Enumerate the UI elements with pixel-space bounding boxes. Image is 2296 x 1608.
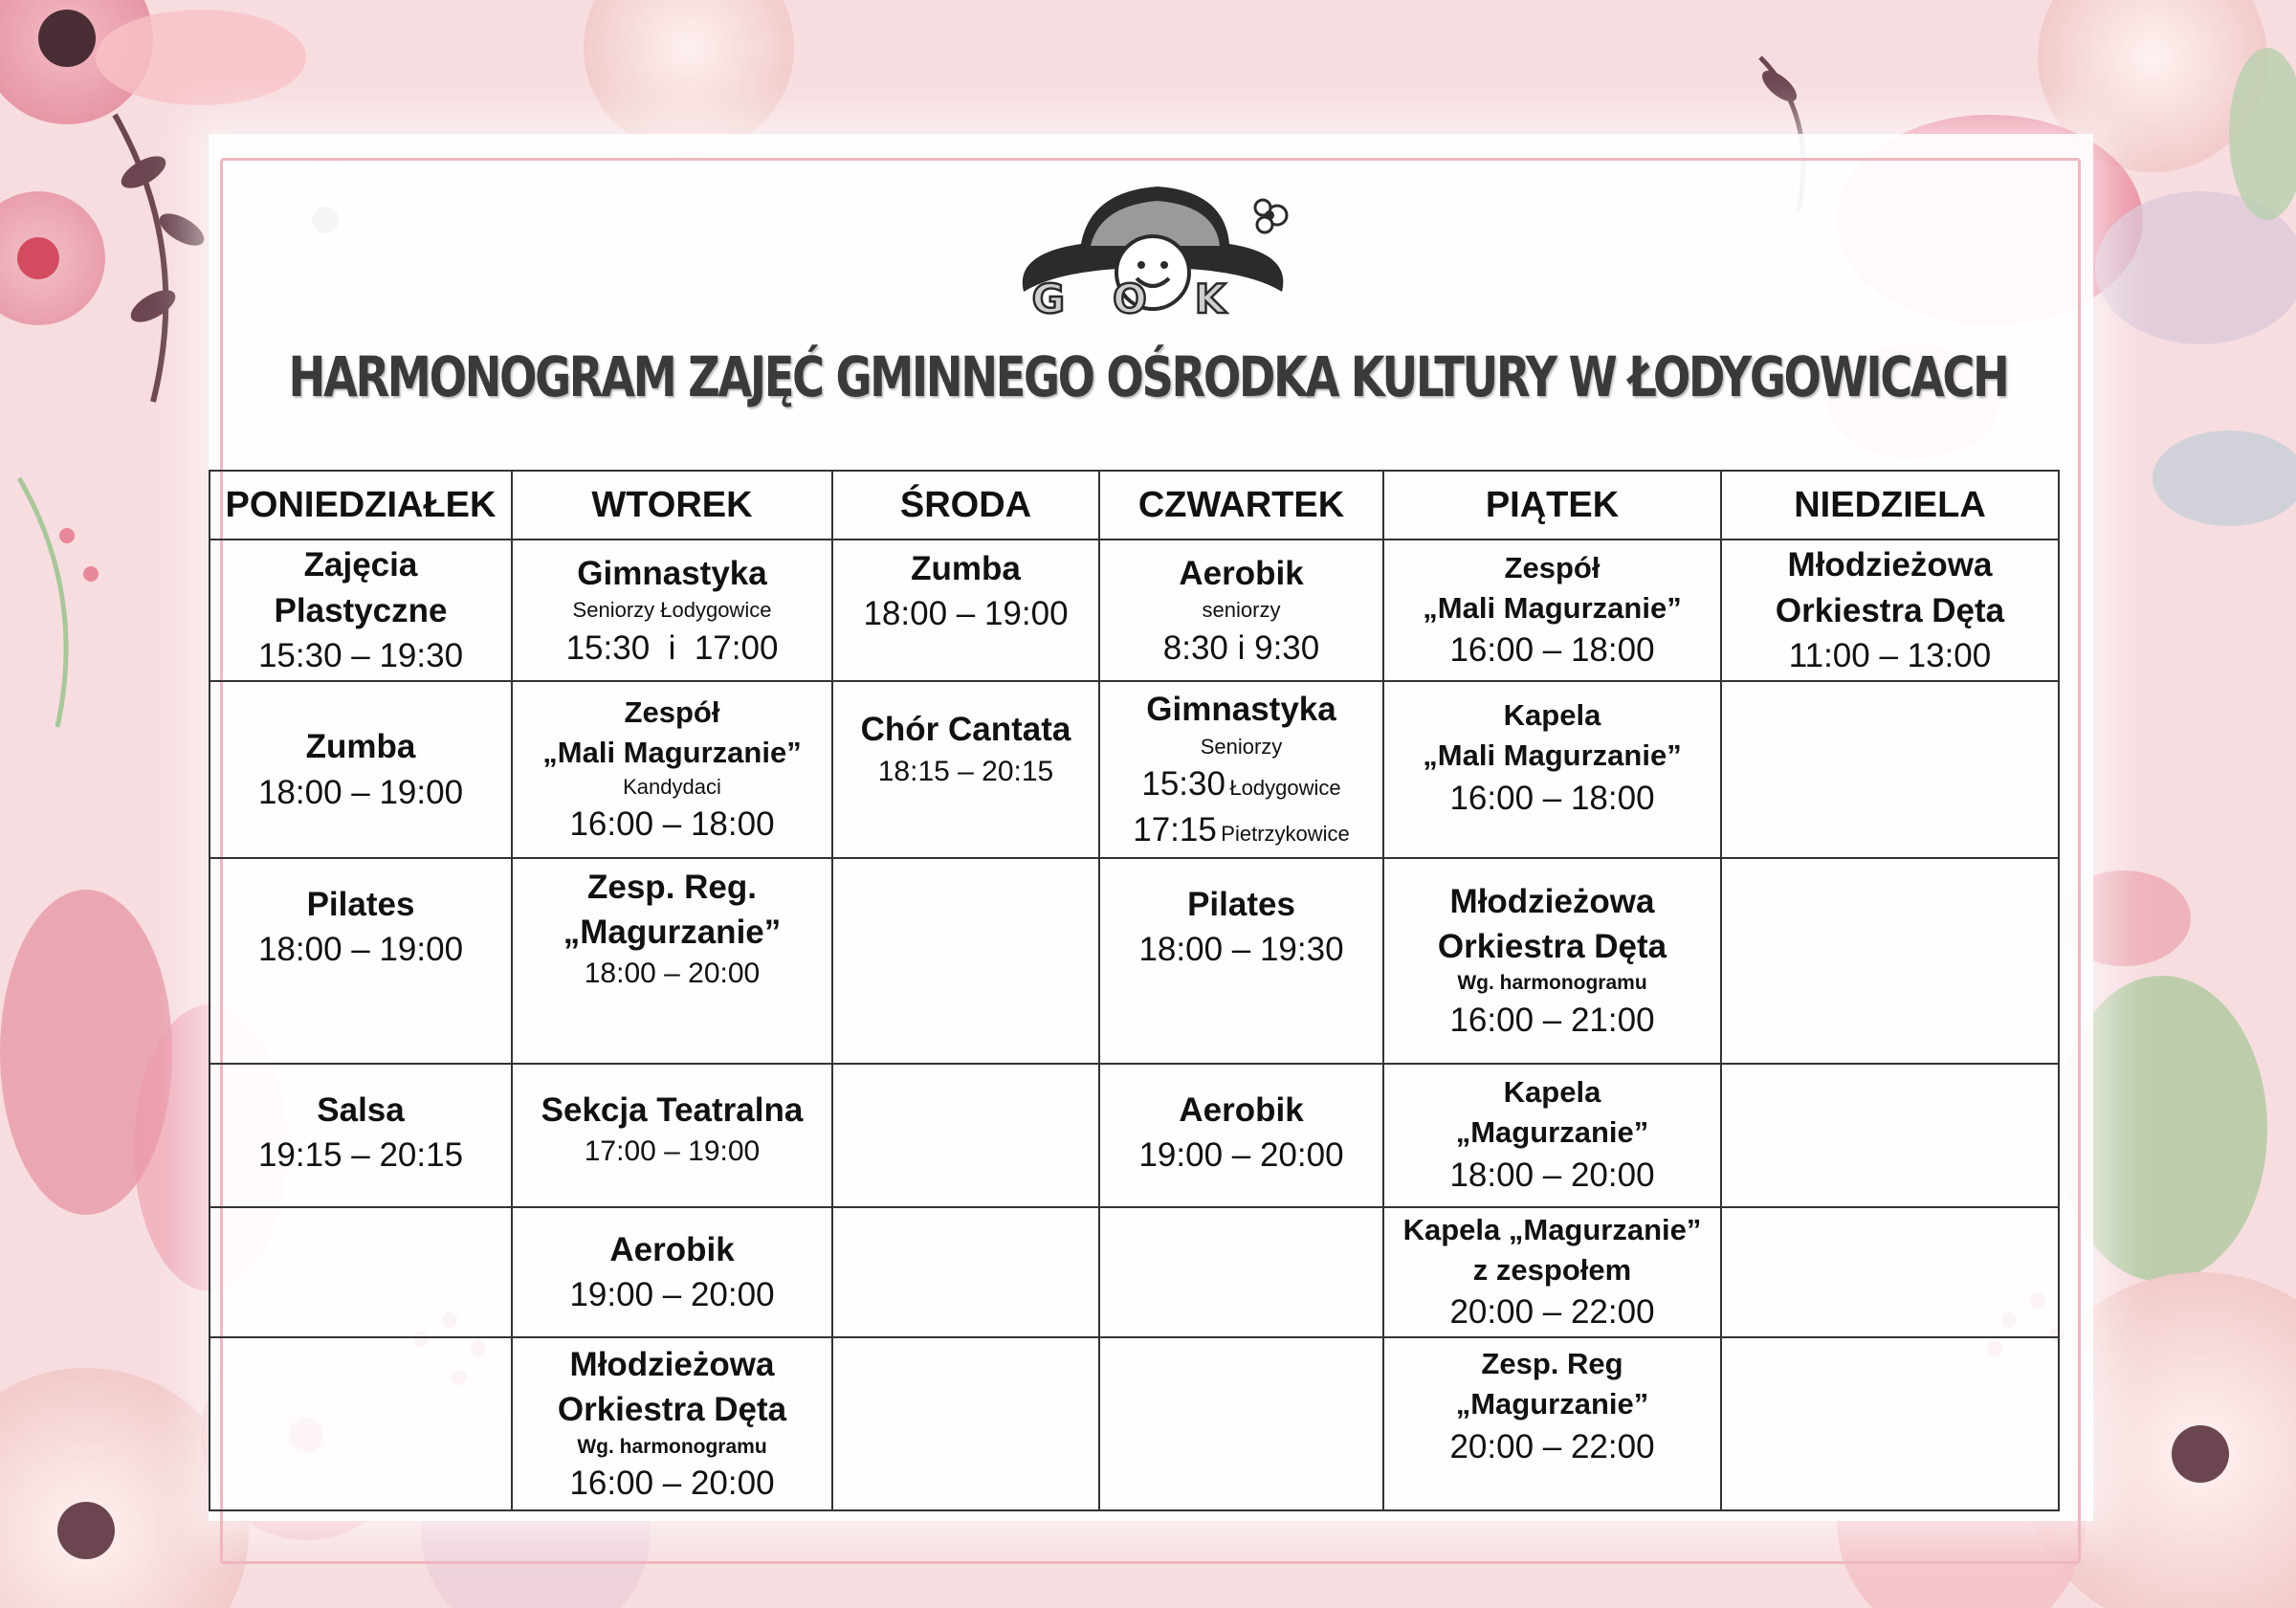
activity-time: 19:15 – 20:15: [257, 1135, 464, 1174]
activity-name-line2: „Magurzanie”: [1455, 1387, 1649, 1421]
activity-name: Młodzieżowa Orkiestra Dęta: [1437, 882, 1667, 965]
activity-name: Sekcja Teatralna: [541, 1090, 804, 1129]
activity-time: 20:00 – 22:00: [1449, 1293, 1655, 1332]
schedule-cell: [512, 858, 832, 1064]
table-row: [210, 681, 2059, 858]
day-header-sunday: NIEDZIELA: [1721, 471, 2059, 540]
activity-name: Zumba: [911, 550, 1021, 587]
activity-time-row: [1106, 761, 1377, 806]
day-header-tuesday: WTOREK: [512, 471, 832, 540]
schedule-cell: [210, 681, 512, 858]
schedule-cell-empty: [832, 858, 1099, 1064]
schedule-cell-empty: [1099, 1337, 1383, 1510]
activity-name: Salsa: [317, 1090, 405, 1129]
activity-time-row: [1106, 807, 1377, 852]
schedule-cell: [512, 540, 832, 681]
schedule-cell: [512, 1207, 832, 1337]
schedule-cell: [1383, 1207, 1721, 1337]
activity-name-line2: „Mali Magurzanie”: [1423, 590, 1682, 625]
schedule-cell: [1099, 858, 1383, 1064]
activity-name-line1: Kapela „Magurzanie”: [1402, 1212, 1702, 1246]
schedule-cell: [1383, 1064, 1721, 1207]
activity-name-line2: z zespołem: [1472, 1252, 1632, 1287]
activity-name: Gimnastyka: [1146, 691, 1336, 729]
table-row: [210, 1207, 2059, 1337]
activity-time: 15:30 i 17:00: [565, 628, 779, 667]
activity-name-line1: Kapela: [1503, 698, 1601, 733]
schedule-cell: [512, 681, 832, 858]
schedule-cell-empty: [1721, 858, 2059, 1064]
activity-time: 18:00 – 20:00: [584, 958, 761, 990]
activity-name: Młodzieżowa Orkiestra Dęta: [557, 1346, 787, 1429]
day-header-thursday: CZWARTEK: [1099, 471, 1383, 540]
activity-name: Gimnastyka: [577, 554, 767, 592]
activity-time: 18:00 – 19:00: [257, 931, 464, 969]
activity-note: seniorzy: [1202, 597, 1281, 622]
schedule-cell: [1099, 681, 1383, 858]
activity-name: Aerobik: [1179, 1090, 1304, 1129]
schedule-table: [209, 470, 2060, 1511]
day-header-monday: PONIEDZIAŁEK: [210, 471, 512, 540]
schedule-cell-empty: [1721, 1337, 2059, 1510]
activity-time: 16:00 – 21:00: [1449, 1001, 1655, 1039]
activity-time: 18:00 – 19:30: [1138, 931, 1344, 969]
activity-time: 16:00 – 18:00: [1449, 780, 1655, 818]
gok-logo: [1004, 177, 1301, 320]
activity-time: 19:00 – 20:00: [1138, 1135, 1344, 1174]
activity-name-line1: Kapela: [1503, 1075, 1601, 1110]
schedule-cell-empty: [210, 1207, 512, 1337]
activity-time: 16:00 – 18:00: [1449, 631, 1655, 670]
table-row: [210, 858, 2059, 1064]
activity-name-line2: „Magurzanie”: [1455, 1115, 1649, 1150]
activity-time: 15:30: [1141, 765, 1225, 804]
activity-time: 18:00 – 19:00: [257, 773, 464, 811]
activity-note: Kandydaci: [623, 774, 721, 799]
activity-note: Wg. harmonogramu: [577, 1435, 767, 1458]
activity-name-line2: „Mali Magurzanie”: [542, 735, 802, 769]
schedule-cell-empty: [832, 1337, 1099, 1510]
schedule-cell-empty: [1099, 1207, 1383, 1337]
activity-note: Wg. harmonogramu: [1457, 972, 1647, 995]
activity-time: 16:00 – 20:00: [569, 1465, 775, 1503]
activity-time: 8:30 i 9:30: [1162, 628, 1320, 667]
activity-name: Chór Cantata: [860, 711, 1071, 749]
activity-name: Aerobik: [1179, 554, 1304, 592]
schedule-cell-empty: [832, 1064, 1099, 1207]
schedule-cell-empty: [1721, 1207, 2059, 1337]
schedule-cell: [210, 858, 512, 1064]
day-header-wednesday: ŚRODA: [832, 471, 1099, 540]
activity-name-line1: Zesp. Reg.: [587, 868, 757, 906]
activity-name: Pilates: [1187, 885, 1295, 923]
activity-name-line2: „Mali Magurzanie”: [1423, 738, 1682, 773]
table-row: [210, 1064, 2059, 1207]
table-row: [210, 1337, 2059, 1510]
schedule-cell: [1099, 540, 1383, 681]
activity-name-line2: „Magurzanie”: [563, 914, 782, 952]
schedule-cell: [1099, 1064, 1383, 1207]
logo-text: GOK: [1031, 275, 1274, 320]
activity-name-line1: Zespół: [1504, 550, 1601, 584]
activity-name: Pilates: [306, 885, 415, 923]
page-title: HARMONOGRAM ZAJĘĆ GMINNEGO OŚRODKA KULTURY W ŁODYGOWICACH: [288, 344, 2008, 409]
schedule-cell: [832, 540, 1099, 681]
activity-note: Seniorzy Łodygowice: [572, 597, 772, 622]
activity-time: 15:30 – 19:30: [257, 636, 464, 674]
schedule-cell-empty: [1721, 1064, 2059, 1207]
activity-name: Aerobik: [609, 1230, 735, 1268]
activity-place: Łodygowice: [1229, 776, 1341, 801]
schedule-cell-empty: [1721, 681, 2059, 858]
table-row: [210, 540, 2059, 681]
activity-time: 11:00 – 13:00: [1788, 636, 1992, 674]
schedule-cell: [512, 1337, 832, 1510]
activity-time: 19:00 – 20:00: [569, 1276, 775, 1314]
schedule-cell: [1721, 540, 2059, 681]
schedule-cell: [210, 1064, 512, 1207]
activity-time: 16:00 – 18:00: [569, 805, 775, 844]
schedule-cell-empty: [210, 1337, 512, 1510]
activity-name: Zumba: [305, 728, 416, 766]
schedule-cell: [832, 681, 1099, 858]
schedule-cell: [210, 540, 512, 681]
schedule-cell: [1383, 858, 1721, 1064]
activity-time: 18:15 – 20:15: [877, 755, 1054, 787]
activity-name-line1: Zespół: [624, 694, 720, 729]
activity-time: 17:00 – 19:00: [584, 1134, 761, 1167]
activity-note: Seniorzy: [1200, 734, 1283, 759]
activity-time: 18:00 – 20:00: [1449, 1156, 1655, 1195]
activity-name-line1: Zesp. Reg: [1481, 1347, 1623, 1381]
schedule-cell: [512, 1064, 832, 1207]
header-row: [210, 471, 2059, 540]
activity-place: Pietrzykowice: [1221, 821, 1350, 846]
schedule-cell-empty: [832, 1207, 1099, 1337]
activity-time: 17:15: [1133, 810, 1217, 848]
schedule-cell: [1383, 540, 1721, 681]
day-header-friday: PIĄTEK: [1383, 471, 1721, 540]
activity-time: 20:00 – 22:00: [1449, 1428, 1655, 1466]
activity-time: 18:00 – 19:00: [863, 595, 1069, 633]
activity-name: Młodzieżowa Orkiestra Dęta: [1775, 546, 2005, 629]
schedule-cell: [1383, 1337, 1721, 1510]
schedule-cell: [1383, 681, 1721, 858]
activity-name: Zajęcia Plastyczne: [274, 546, 448, 629]
